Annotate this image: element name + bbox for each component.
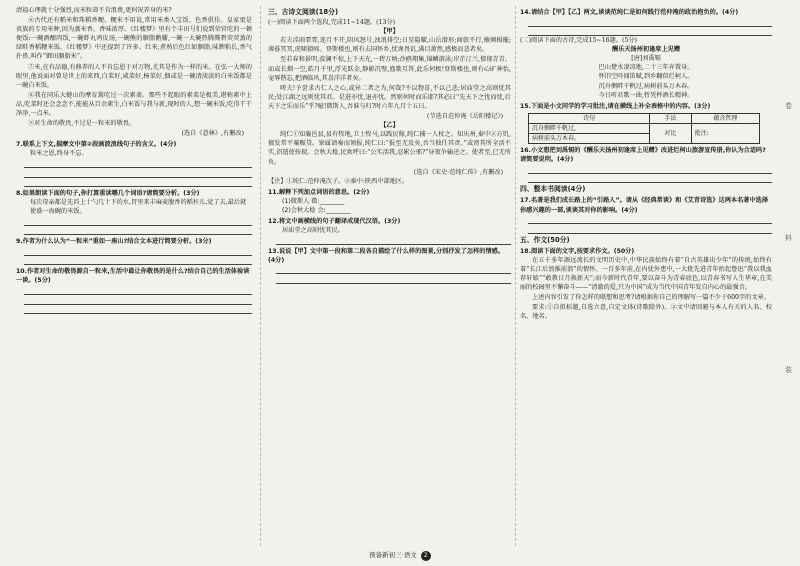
question-text: 16.小文想把刘禹锡的《酬乐天扬州初逢席上见赠》改进烂柯山旅游宣传册,你认为合适吗?请简要说明。(4分) <box>520 147 766 164</box>
column-right <box>520 6 772 322</box>
question-text: 15.下面是小文同学的学习批注,请在横线上补全表格中的内容。(3分) <box>520 102 711 110</box>
binding-mark: 装 <box>785 366 792 374</box>
question-14 <box>520 8 772 17</box>
table-cell[interactable]: 批注: <box>691 123 759 143</box>
poem-title: 酬乐天扬州初逢席上见赠 <box>611 46 681 54</box>
section-heading: 四、整本书阅读(4分) <box>520 185 586 194</box>
table-header: 诗句 <box>529 113 650 123</box>
question-10 <box>16 267 252 285</box>
column-left <box>16 6 252 314</box>
answer-line[interactable] <box>276 265 511 275</box>
answer-line[interactable] <box>528 17 772 27</box>
quoted-sentence: 粒米之恩,终身不忘。 <box>30 150 88 158</box>
passage-label: 【甲】 <box>380 28 399 36</box>
table-header: 蕴含哲理 <box>691 113 759 123</box>
paragraph: ⑧我在同乐大健山的摩育篱吃过一次素斋。那些不起眼的素菜是极美,堪称素中上品,吃菜时还会念念不,能能从百余素生,白米饭与我与新,现时的人,想一碗米饭,吃得干干净净,一点米。 <box>16 91 252 118</box>
question-16 <box>520 146 772 164</box>
poem-line: 沉舟侧畔千帆过,病树前头万木春。 <box>598 82 694 90</box>
table-header: 手法 <box>649 113 691 123</box>
poem-line: 巴山楚水凄凉地,二十三年弃置身。 <box>598 64 694 72</box>
question-17 <box>520 196 772 214</box>
source-note: (选自《宋史·范纯仁传》,有删改) <box>413 168 503 176</box>
question-text: 13.说说【甲】文中第一段和第二段各自描绘了什么样的图景,分别抒发了怎样的情感。(4分) <box>268 247 505 264</box>
question-text: 14.请结合【甲】【乙】两文,谈谈范纯仁是如何践行范仲淹的政治抱负的。(4分) <box>520 9 739 16</box>
answer-line[interactable] <box>24 295 252 305</box>
answer-line[interactable] <box>24 286 252 296</box>
question-text: 12.将文中画横线的句子翻译成现代汉语。(3分) <box>268 218 401 226</box>
answer-line[interactable] <box>24 226 252 236</box>
poem-line: 怀旧空吟闻笛赋,到乡翻似烂柯人。 <box>598 73 694 81</box>
paragraph: 在五千多年源远流长的文明历史中,中华民族始终有着“自古英雄出少年”的传统,始终有着“长江后浪推前浪”的情怀。一百多年前,在内忧外患中,一大批先进青年抬起鲁迅“我以我血荐轩辕”“敢教日月换新天”;而今新时代青年,要以奋斗为青春底色,以青春书写人生华章,在美丽的校园里不懈奋斗——“清澈的爱,只为中国”成为当代中国青年发自内心的最强音。 <box>520 256 772 292</box>
source-note: (节选自范仲淹《岳阳楼记》) <box>427 113 503 121</box>
answer-line[interactable] <box>24 256 252 266</box>
answer-line[interactable] <box>528 164 772 174</box>
answer-line[interactable] <box>528 215 772 225</box>
answer-line[interactable] <box>24 216 252 226</box>
paragraph: ⑥古代还有稻米和珠稻香粳。粳米不用说,常用米类人宝饭、色香俱佳。皇家更是贵族的专用米种,因为蒸米香、香味浓厚。《红楼梦》里有个丰田号们说到荣官吃的一顿便饭:一碗酒酿肉饭,一碗虾丸鸡皮汤,一碗熊的胭脂鹅脯,一碗一大碗热腾腾碧荧荧蒸的绿畦香稻粳米饭。《红楼梦》中还提到了许多。红米,煮熟后色红如胭脂,味腴粘长,香气扑鼻,叫作“御田胭脂米”。 <box>16 17 252 61</box>
column-divider <box>260 6 261 546</box>
question-text: 9.作者为什么认为“一粒米”重如一座山?结合文本进行简要分析。(3分) <box>16 238 212 246</box>
column-middle <box>268 6 511 284</box>
question-13 <box>268 247 511 265</box>
question-text: 10.作者对生命的敬畏源自一粒米,生活中最让你敬畏的是什么?结合自己的生活体验谈一谈。(5分) <box>16 268 250 285</box>
annotation-table <box>528 113 760 144</box>
answer-line[interactable] <box>24 178 252 188</box>
requirements: 要求:①自拟标题,自选立意,自定文体(诗歌除外)。②文中请回避与本人有关的人名、校名、地名。 <box>520 304 772 321</box>
question-15 <box>520 102 772 111</box>
paragraph: 清福心理就十分强烈,而米粒却不肯浪费,更何况养身的米? <box>16 7 172 14</box>
source-note: (选自《意林》,有删改) <box>181 130 244 138</box>
section-heading: 三、古诗文阅读(18分) <box>268 8 339 16</box>
paragraph: 纯仁①知襄邑县,县有牧地,卫士牧马,以践民稼,纯仁捕一人杖之。知庆州,秦中②方饥,擅发常平粟赈贷。寮属请奏而须报,纯仁曰:“报至无及矣,吾当独任其责。”或谤其所全活不实,诏遣使按视。会秋大稔,民欢呼曰:“公实活我,忍累公邪?”昼夜争输还之。使者至,已无所负。 <box>268 131 511 166</box>
paragraph: 若夫淫雨霏霏,连月不开,阴风怒号,浊浪排空;日星隐耀,山岳潜形;商旅不行,樯倾楫摧;薄暮冥冥,虎啸猿啼。登斯楼也,则有去国怀乡,忧谗畏讥,满目萧然,感极而悲者矣。 <box>268 37 511 54</box>
poem-line: 今日听君歌一曲,暂凭杯酒长精神。 <box>598 91 694 99</box>
question-text: 17.名著是我们成长路上的“引路人”。请从《经典常谈》和《艾青诗选》这两本名著中选择你感兴趣的一部,谈谈其对你的影响。(4分) <box>520 197 769 214</box>
footer-label: 预备新初三·语文 <box>369 551 417 559</box>
paragraph: ⑦米,在有品德,有修养的人不肯忘恩于对万物,尤其是作为一样的米。在弘一大师的眼里,他说面对曾是世上的来西,白菜好,咸菜好,杨菜好,偶或是一碗清淡淡的白米饭都是一碗白米饭。 <box>16 63 252 89</box>
answer-line[interactable] <box>24 305 252 315</box>
question-text: 7.联系上下文,揣摩文中第②段画波浪线句子的含义。(4分) <box>16 141 177 149</box>
answer-line[interactable] <box>276 274 511 284</box>
paragraph: 嗟夫!予尝求古仁人之心,或异二者之为,何哉?不以物喜,不以己悲;居庙堂之高则忧其民;处江湖之远则忧其君。是进亦忧,退亦忧。然则何时而乐耶?其必曰“先天下之忧而忧,后天下之乐而乐”乎?噫!微斯人,吾谁与归?时六年九月十五日。 <box>268 84 511 110</box>
table-cell: 对比 <box>649 123 691 143</box>
page-footer <box>0 550 800 561</box>
question-9 <box>16 237 252 246</box>
answer-line[interactable] <box>276 235 511 245</box>
answer-line[interactable] <box>24 168 252 178</box>
question-18 <box>520 247 772 256</box>
question-text: 18.阅读下面的文字,按要求作文。(50分) <box>520 247 635 255</box>
binding-mark: 卷 <box>785 102 792 110</box>
question-12 <box>268 217 511 226</box>
answer-line[interactable] <box>24 246 252 256</box>
table-cell: 沉舟侧畔千帆过, <box>529 123 650 133</box>
question-7 <box>16 140 252 149</box>
sub-question[interactable]: (1)微斯人 微:________ <box>282 197 345 205</box>
paragraph: 至若春和景明,波澜不惊,上下天光,一碧万顷;沙鸥翔集,锦鳞游泳;岸芷汀兰,郁郁青青。而或长烟一空,皓月千里,浮光跃金,静影沉璧,渔歌互答,此乐何极!登斯楼也,则有心旷神怡,宠辱偕忘,把酒临风,其喜洋洋者矣。 <box>268 56 511 82</box>
binding-mark: 料 <box>785 234 792 242</box>
answer-line[interactable] <box>24 159 252 169</box>
answer-line[interactable] <box>528 27 772 37</box>
table-cell: 病树前头万木春。 <box>529 134 650 144</box>
annotation: 【注】①纯仁:范仲淹次子。②秦中:陕西中部地区。 <box>268 177 409 185</box>
question-8 <box>16 189 252 198</box>
section-heading: 五、作文(50分) <box>520 235 570 244</box>
quoted-sentence: 每次母亲都是先舀上十勺几十下的水,胃里来丰麻麦腹香的稻秆儿,觉了去,最后就使盛一海碗的米饭。 <box>30 199 247 216</box>
answer-line[interactable] <box>528 174 772 184</box>
paragraph: 上述内容引发了你怎样的联想和思考?请根据你自己的理解写一篇不少于600字的文章。 <box>532 294 770 302</box>
page-number: 2 <box>421 551 431 561</box>
quoted-sentence: 居庙堂之高则忧其民。 <box>282 227 344 235</box>
passage-label: 【乙】 <box>380 122 399 130</box>
poem-author: [唐]刘禹锡 <box>631 55 661 63</box>
paragraph: ⑨对生命的敬畏,不过是一粒米的敬畏。 <box>28 120 136 128</box>
sub-heading: (二)阅读下面的古诗,完成15~16题。(5分) <box>520 37 637 45</box>
sub-heading: (一)阅读下面两个选段,完成11~14题。(13分) <box>268 19 396 27</box>
answer-line[interactable] <box>528 224 772 234</box>
question-11 <box>268 188 511 197</box>
question-text: 11.解释下列加点词语的意思。(2分) <box>268 188 370 196</box>
binding-marks <box>785 100 792 376</box>
question-text: 8.如果朗读下面的句子,你打算重读哪几个词语?请简要分析。(3分) <box>16 190 200 197</box>
column-divider <box>515 6 516 546</box>
sub-question[interactable]: (2)会秋大稔 会:________ <box>282 206 351 214</box>
